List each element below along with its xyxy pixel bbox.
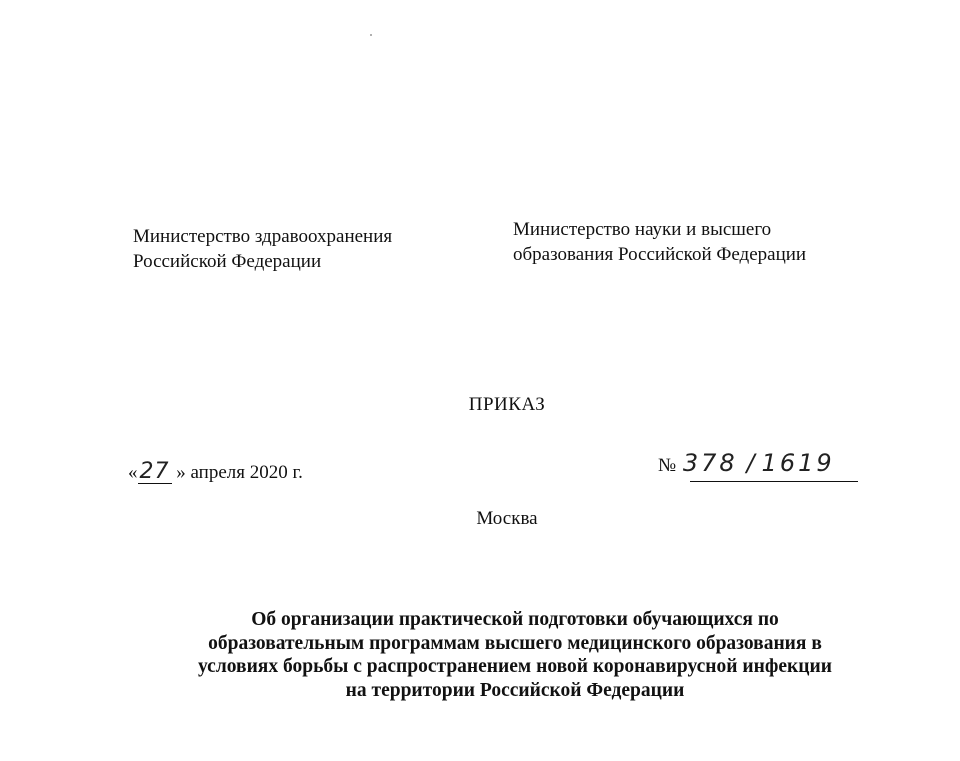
order-subject <box>0 608 960 702</box>
subject-line-3: условиях борьбы с распространением новой коронавирусной инфекции <box>198 656 832 677</box>
ministry-of-science-header <box>513 217 806 267</box>
date-month-year: апреля 2020 г. <box>190 462 303 483</box>
scan-speck <box>370 34 372 36</box>
number-first-handwritten: 378 <box>682 449 738 477</box>
order-title: ПРИКАЗ <box>468 394 546 415</box>
date-close-quote: » <box>176 462 186 483</box>
ministry-left-line-2: Российской Федерации <box>133 251 322 272</box>
subject-line-2: образовательным программам высшего медицинского образования в <box>208 632 822 654</box>
date-day-handwritten: 27 <box>139 459 170 484</box>
ministry-right-line-1: Министерство науки и высшего <box>513 219 772 240</box>
number-separator: / <box>746 449 758 477</box>
date-open-quote: « <box>128 462 138 483</box>
ministry-left-line-1: Министерство здравоохранения <box>133 226 393 247</box>
order-date <box>128 461 303 484</box>
subject-line-1: Об организации практической подготовки обучающихся по <box>251 609 779 630</box>
city: Москва <box>476 508 538 529</box>
number-sign: № <box>658 455 677 476</box>
ministry-right-line-2: образования Российской Федерации <box>513 244 807 265</box>
number-underline <box>690 481 858 482</box>
ministry-of-health-header <box>133 224 392 274</box>
order-number <box>658 449 837 477</box>
number-second-handwritten: 1619 <box>761 449 835 477</box>
subject-line-4: на территории Российской Федерации <box>345 679 685 701</box>
